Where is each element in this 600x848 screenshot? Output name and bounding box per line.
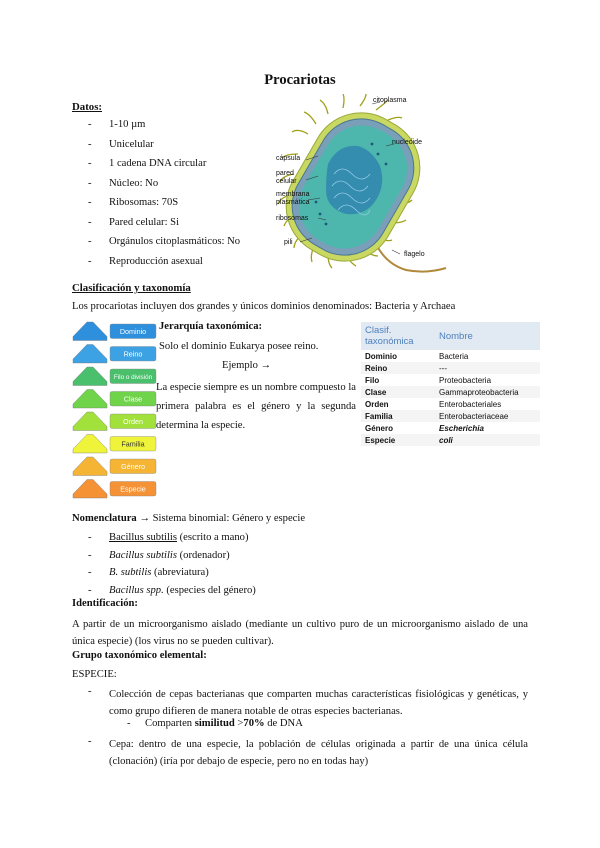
label-pili: pili [284, 239, 293, 246]
grupo-subdash: - [127, 718, 131, 729]
label-capsula: cápsula [276, 155, 301, 162]
pyramid-level [73, 345, 156, 364]
grupo-dash-1: - [88, 686, 92, 697]
table-row: Género Escherichia [365, 423, 484, 433]
pyramid-level [73, 412, 156, 431]
pyramid-level [73, 390, 156, 409]
pyramid-label: Reino [123, 349, 143, 359]
pyramid-label: Familia [121, 439, 145, 449]
table-header-nombre: Nombre [435, 322, 540, 350]
table-row: Dominio Bacteria [365, 351, 469, 361]
pyramid-funnel [73, 457, 107, 476]
pyramid-label: Especie [120, 484, 146, 494]
table-row: Reino --- [361, 362, 540, 374]
pyramid-label: Género [121, 461, 145, 471]
jerarquia-text: Solo el dominio Eukarya posee reino. [159, 341, 319, 352]
pyramid-level [73, 367, 156, 386]
pyramid-label: Filo o división [113, 373, 153, 381]
grupo-dash-2: - [88, 736, 92, 747]
grupo-subitem: Comparten similitud >70% de DNA [145, 718, 303, 729]
taxonomy-table [361, 322, 540, 446]
table-row: Especie coli [361, 434, 540, 446]
pyramid-funnel [73, 480, 107, 499]
pyramid-funnel [73, 367, 107, 386]
grupo-item-2: Cepa: dentro de una especie, la población de células originada a partir de una única célula (clonación) (iría por debajo de especie, pero no en todas hay) [109, 739, 528, 767]
pyramid-label: Dominio [119, 326, 147, 336]
label-ribosomas: ribosomas [276, 215, 309, 222]
page-title: Procariotas [264, 72, 336, 88]
taxonomy-pyramid [70, 318, 160, 500]
ejemplo-label: Ejemplo → [222, 360, 272, 371]
pyramid-level [73, 480, 156, 499]
pyramid-label: Clase [123, 394, 143, 404]
clasificacion-intro: Los procariotas incluyen dos grandes y únicos dominios denominados: Bacteria y Archaea [72, 301, 456, 312]
clasificacion-heading: Clasificación y taxonomía [72, 282, 191, 294]
grupo-item-1: Colección de cepas bacterianas que comparten muchas características fisiológicas y genéticas, y como grupo difieren de manera notable de otras especies bacterianas. [109, 689, 528, 717]
label-nucleoide: nucleoide [392, 139, 422, 146]
label-pared-celular: pared celular [276, 170, 297, 185]
pyramid-label: Orden [123, 416, 143, 426]
table-header-clasif: Clasif. taxonómica [361, 322, 435, 350]
identificacion-text: A partir de un microorganismo aislado (mediante un cultivo puro de un microorganismo aislado de una única especie) (los virus no se pueden cultivar). [72, 619, 528, 647]
grupo-heading: Grupo taxonómico elemental: [72, 650, 207, 661]
pyramid-funnel [73, 345, 107, 364]
table-row: Clase Gammaproteobacteria [361, 386, 540, 398]
pyramid-funnel [73, 322, 107, 341]
especie-label: ESPECIE: [72, 669, 117, 680]
table-row: Filo Proteobacteria [365, 375, 492, 385]
nomenclatura-line: Nomenclatura → Sistema binomial: Género y especie [72, 513, 306, 524]
pyramid-funnel [73, 390, 107, 409]
pyramid-level [73, 435, 156, 454]
identificacion-heading: Identificación: [72, 598, 138, 609]
table-row: Familia Enterobacteriaceae [361, 410, 540, 422]
table-row: Orden Enterobacteriales [365, 399, 502, 409]
jerarquia-title: Jerarquía taxonómica: [159, 321, 263, 332]
pyramid-funnel [73, 412, 107, 431]
label-membrana-plasmatica: membrana plasmática [276, 191, 310, 206]
label-citoplasma: citoplasma [373, 97, 407, 104]
label-flagelo: flagelo [404, 251, 425, 258]
pyramid-funnel [73, 435, 107, 454]
pyramid-level [73, 457, 156, 476]
nomenclatura-heading: Nomenclatura [72, 513, 137, 524]
especie-explanation: La especie siempre es un nombre compuesto la primera palabra es el género y la segunda determina la especie. [156, 382, 356, 431]
datos-heading: Datos: [72, 101, 102, 113]
pyramid-level [73, 322, 156, 341]
